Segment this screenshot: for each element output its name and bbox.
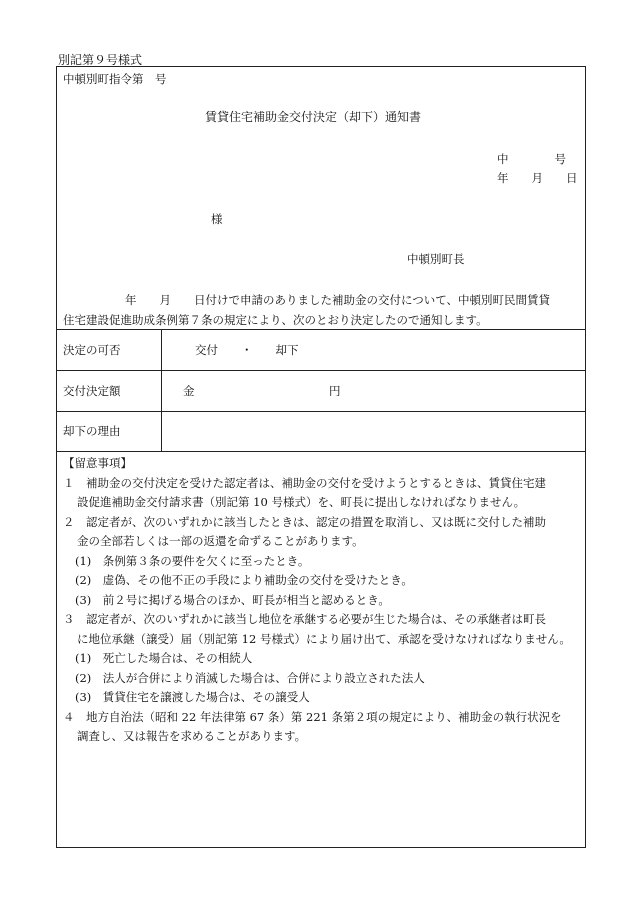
body-line-1: 年 月 日付けで申請のありました補助金の交付について、中頓別町民間賃貸 [125, 293, 551, 307]
rejection-reason-label: 却下の理由 [63, 424, 121, 438]
amount-unit: 円 [329, 384, 341, 398]
note-3-item-1: (1) 死亡した場合は、その相続人 [75, 651, 253, 665]
document-number: 中 号 [497, 152, 566, 166]
amount-prefix: 金 [183, 384, 195, 398]
note-4-line-a: ４ 地方自治法（昭和 22 年法律第 67 条）第 221 条第２項の規定により、補助金の執行状況を [63, 710, 562, 724]
table-top-border [57, 329, 585, 330]
note-2-line-a: ２ 認定者が、次のいずれかに該当したときは、認定の措置を取消し、又は既に交付した補助 [63, 515, 546, 529]
note-3-item-3: (3) 賃貸住宅を譲渡した場合は、その譲受人 [75, 690, 310, 704]
body-line-2: 住宅建設促進助成条例第７条の規定により、次のとおり決定したので通知します。 [63, 313, 488, 327]
decision-label: 決定の可否 [63, 343, 121, 357]
decision-options: 交付 ・ 却下 [195, 343, 299, 357]
table-bottom-border [57, 451, 585, 452]
issuer-name: 中頓別町長 [407, 252, 465, 266]
note-2-item-2: (2) 虚偽、その他不正の手段により補助金の交付を受けたとき。 [75, 573, 413, 587]
table-row-divider [57, 370, 585, 371]
note-4-line-b: 調査し、又は報告を求めることがあります。 [77, 729, 307, 743]
table-column-divider [161, 329, 162, 451]
table-row-divider [57, 411, 585, 412]
note-2-item-3: (3) 前２号に掲げる場合のほか、町長が相当と認めるとき。 [75, 593, 390, 607]
form-number-label: 別記第９号様式 [58, 53, 143, 67]
note-3-line-a: ３ 認定者が、次のいずれかに該当し地位を承継する必要が生じた場合は、その承継者は町長 [63, 612, 546, 626]
note-1-line-b: 設促進補助金交付請求書（別記第 10 号様式）を、町長に提出しなければなりません。 [77, 495, 526, 509]
notes-heading: 【留意事項】 [63, 456, 132, 470]
note-2-item-1: (1) 条例第３条の要件を欠くに至ったとき。 [75, 554, 310, 568]
notice-form-frame [56, 66, 586, 848]
note-3-item-2: (2) 法人が合併により消滅した場合は、合併により設立された法人 [75, 671, 425, 685]
note-1-line-a: １ 補助金の交付決定を受けた認定者は、補助金の交付を受けようとするときは、賃貸住宅建 [63, 476, 546, 490]
document-date: 年 月 日 [497, 171, 578, 185]
amount-label: 交付決定額 [63, 384, 121, 398]
document-title: 賃貸住宅補助金交付決定（却下）通知書 [205, 110, 422, 124]
note-2-line-b: 金の全部若しくは一部の返還を命ずることがあります。 [77, 534, 364, 548]
reference-number: 中頓別町指令第 号 [63, 72, 167, 86]
note-3-line-b: に地位承継（譲受）届（別記第 12 号様式）により届け出て、承認を受けなければなりません。 [77, 632, 571, 646]
addressee-suffix: 様 [211, 212, 223, 226]
